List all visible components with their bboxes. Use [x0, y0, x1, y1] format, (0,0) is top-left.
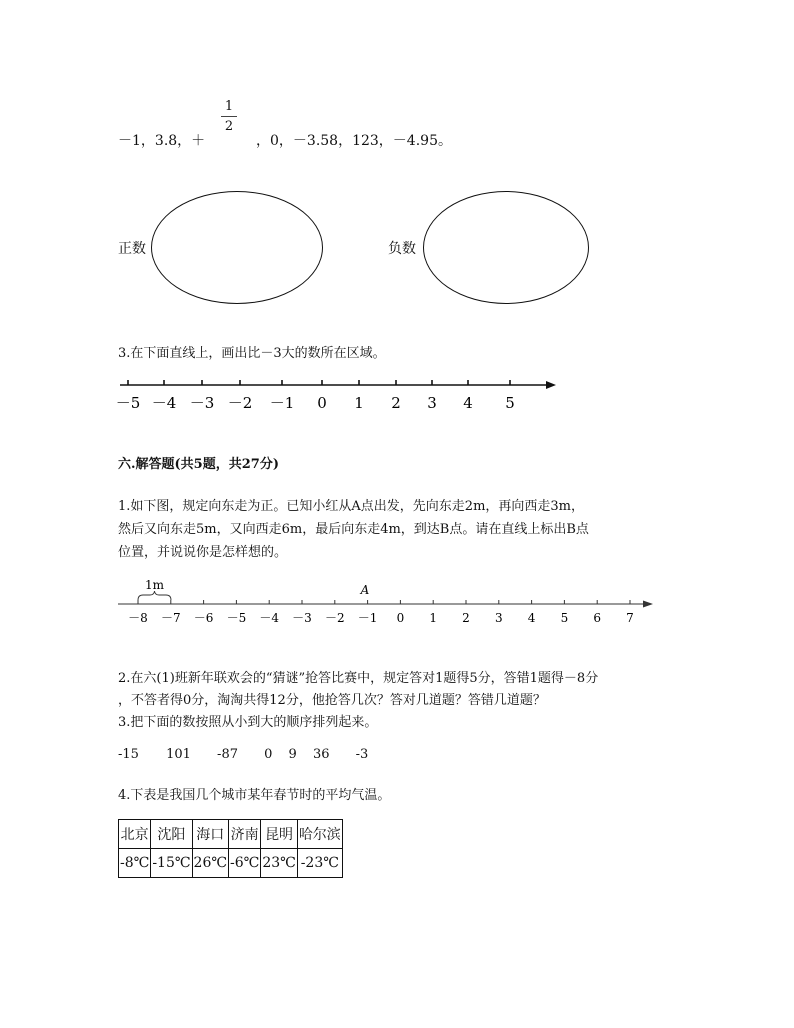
q4-text: 4.下表是我国几个城市某年春节时的平均气温。 [118, 788, 391, 803]
numbers-suffix: ，0，－3.58，123，－4.95。 [256, 133, 452, 149]
order-value: -87 [217, 747, 238, 762]
number-line-2-tick-label: 7 [626, 611, 634, 625]
number-line-2[interactable] [110, 578, 665, 628]
table-cell-temp: -15℃ [151, 849, 192, 878]
number-line-1-tick-label: 1 [354, 394, 364, 412]
table-cell-city: 北京 [119, 820, 151, 849]
number-line-1-tick-label: 0 [317, 394, 327, 412]
number-line-2-arrow-icon [643, 601, 653, 608]
number-line-1-tick-label: 2 [391, 394, 401, 412]
table-cell-temp: -6℃ [229, 849, 261, 878]
table-cell-city: 昆明 [261, 820, 297, 849]
temperature-table [118, 819, 343, 878]
table-row-temps [119, 849, 343, 878]
q1-line-1: 1.如下图，规定向东走为正。已知小红从A点出发，先向东走2m，再向西走3m， [118, 499, 584, 514]
q3-draw-text: 3.在下面直线上，画出比－3大的数所在区域。 [118, 346, 386, 361]
table-cell-city: 济南 [229, 820, 261, 849]
q2-line-2: ，不答者得0分，淘淘共得12分，他抢答几次？答对几道题？答错几道题？ [118, 693, 546, 708]
order-value: 36 [312, 747, 330, 762]
number-line-2-tick-label: －2 [324, 611, 345, 625]
number-line-2-tick-label: 1 [429, 611, 438, 625]
fraction-numerator: 1 [224, 99, 234, 114]
positive-label: 正数 [118, 241, 146, 257]
number-line-2-tick-label: －6 [193, 611, 214, 625]
number-line-1-arrow-icon [546, 381, 556, 389]
number-line-2-tick-label: －5 [226, 611, 247, 625]
number-line-2-tick-label: －4 [259, 611, 280, 625]
fraction-one-half [221, 100, 237, 133]
table-cell-temp: -23℃ [297, 849, 342, 878]
brace-label: 1m [144, 578, 165, 592]
number-line-2-tick-label: 0 [396, 611, 405, 625]
table-cell-temp: 23℃ [261, 849, 297, 878]
table-row-cities [119, 820, 343, 849]
numbers-prefix: －1，3.8，＋ [118, 133, 206, 149]
order-value: 0 [264, 747, 273, 762]
q2-line-1: 2.在六(1)班新年联欢会的“猜谜”抢答比赛中，规定答对1题得5分，答错1题得－8分 [118, 671, 599, 686]
number-line-1-tick-label: －3 [189, 394, 215, 412]
number-line-1-tick-label: －1 [269, 394, 295, 412]
fraction-denominator: 2 [224, 119, 234, 134]
number-line-1[interactable] [110, 370, 570, 415]
order-value: -15 [118, 747, 139, 762]
number-line-2-tick-label: －1 [357, 611, 378, 625]
table-cell-temp: 26℃ [192, 849, 228, 878]
order-value: 9 [288, 747, 297, 762]
table-cell-city: 哈尔滨 [297, 820, 342, 849]
number-line-2-tick-label: －8 [128, 611, 148, 625]
negative-set-ellipse[interactable] [423, 191, 589, 304]
number-line-1-tick-label: 3 [427, 394, 437, 412]
number-line-2-tick-label: 2 [462, 611, 470, 625]
number-line-2-tick-label: 6 [593, 611, 602, 625]
order-value: 101 [166, 747, 191, 762]
table-cell-temp: -8℃ [119, 849, 151, 878]
unit-brace [138, 591, 171, 600]
order-values [118, 747, 368, 762]
q1-line-3: 位置，并说说你是怎样想的。 [118, 545, 288, 560]
q1-line-2: 然后又向东走5m，又向西走6m，最后向东走4m，到达B点。请在直线上标出B点 [118, 522, 589, 537]
number-line-1-tick-label: －4 [151, 394, 177, 412]
number-line-1-tick-label: －2 [227, 394, 253, 412]
positive-set-ellipse[interactable] [151, 191, 323, 304]
number-line-2-tick-label: 3 [494, 611, 503, 625]
order-value: -3 [355, 747, 369, 762]
section-6-heading: 六.解答题(共5题，共27分) [118, 457, 279, 472]
table-cell-city: 海口 [192, 820, 228, 849]
negative-label: 负数 [388, 241, 416, 257]
number-line-2-tick-label: 4 [527, 611, 536, 625]
number-line-2-tick-label: －7 [160, 611, 181, 625]
number-line-2-tick-label: 5 [560, 611, 569, 625]
number-line-2-tick-label: －3 [292, 611, 312, 625]
number-line-1-tick-label: －5 [115, 394, 141, 412]
q3-order-text: 3.把下面的数按照从小到大的顺序排列起来。 [118, 715, 378, 730]
number-line-1-tick-label: 4 [463, 394, 473, 412]
table-cell-city: 沈阳 [151, 820, 192, 849]
point-a-label: A [360, 583, 370, 597]
number-line-1-tick-label: 5 [505, 394, 515, 412]
